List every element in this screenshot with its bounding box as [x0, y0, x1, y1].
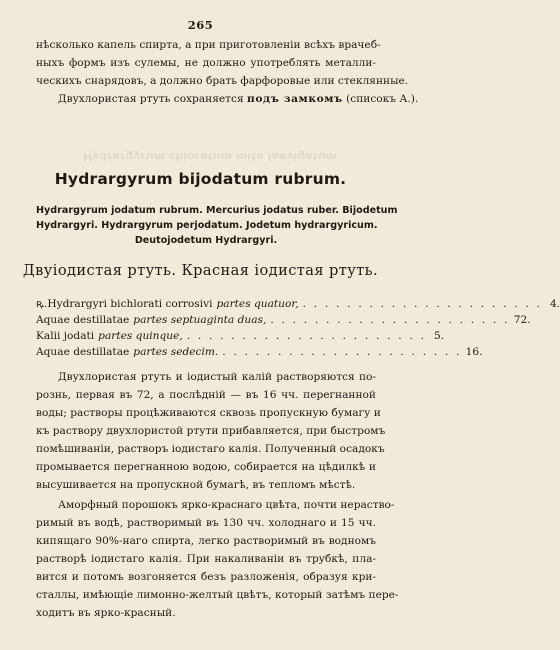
leader-dots: . . . . . . . . . . . . . . . . . . . . . . — [222, 346, 462, 358]
synonym-line: Hydrargyrum jodatum rubrum. Mercurius jodatus ruber. Bijodetum — [36, 205, 398, 216]
leader-dots: . . . . . . . . . . . . . . . . . . . . . . — [186, 330, 427, 342]
recipe-item — [36, 344, 483, 360]
top-paragraph — [36, 36, 419, 108]
text-line: высушивается на пропускной бумагѣ, въ тепломъ мѣстѣ. — [36, 479, 356, 491]
ingredient-quantity: partes sedecim. — [133, 346, 219, 358]
text-line: ходитъ въ ярко-красный. — [36, 607, 176, 619]
description-paragraph — [36, 496, 399, 622]
text-line: вится и потомъ возгоняется безъ разложенія, образуя кри- — [36, 571, 376, 583]
recipe-item — [36, 328, 445, 344]
recipe-list — [36, 296, 560, 360]
text-line: къ раствору двухлористой ртути прибавляется, при быстромъ — [36, 425, 386, 437]
recipe-symbol: ꝶ. — [36, 298, 48, 310]
ingredient-amount: 5. — [434, 330, 445, 342]
storage-emphasis: подъ замкомъ — [247, 93, 343, 105]
recipe-item — [36, 312, 531, 328]
bleed-through-text: Hydrargyrum chloratum mite laevigatum — [82, 150, 338, 163]
ingredient-name: Hydrargyri bichlorati corrosivi — [47, 298, 213, 310]
page-number: 265 — [187, 18, 214, 32]
russian-title: Двуіодистая ртуть. Красная іодистая ртуть. — [22, 262, 379, 279]
synonym-line: Deutojodetum Hydrargyri. — [134, 235, 278, 246]
ingredient-name: Aquae destillatae — [36, 314, 130, 326]
leader-dots: . . . . . . . . . . . . . . . . . . . . . . — [270, 314, 510, 326]
text-line: воды; растворы процѣживаются сквозь пропускную бумагу и — [36, 407, 381, 419]
ingredient-name: Aquae destillatae — [36, 346, 130, 358]
preparation-paragraph — [36, 368, 386, 494]
ingredient-quantity: partes quatuor, — [216, 298, 299, 310]
text-line: римый въ водѣ, растворимый въ 130 чч. холоднаго и 15 чч. — [36, 517, 376, 529]
ingredient-name: Kalii jodati — [36, 330, 95, 342]
text-line: кипящаго 90%-наго спирта, легко растворимый въ водномъ — [36, 535, 376, 547]
substance-heading: Hydrargyrum bijodatum rubrum. — [54, 170, 347, 188]
storage-prefix: Двухлористая ртуть сохраняется — [58, 93, 248, 105]
text-line: сталлы, имѣющіе лимонно-желтый цвѣтъ, который затѣмъ пере- — [36, 589, 399, 601]
text-line: ческихъ снарядовъ, а должно брать фарфоровые или стеклянные. — [36, 75, 409, 87]
text-line: растворѣ іодистаго калія. При накаливаніи въ трубкѣ, пла- — [36, 553, 376, 565]
text-line: помѣшиваніи, растворъ іодистаго калія. Полученный осадокъ — [36, 443, 385, 455]
text-line: рознь, первая въ 72, а послѣдній — въ 16 чч. перегнанной — [36, 389, 376, 401]
text-line: ныхъ формъ изъ сулемы, не должно употреблять металли- — [36, 57, 376, 69]
ingredient-amount: 4. — [549, 298, 560, 310]
text-line: промывается перегнанною водою, собирается на цѣдилкѣ и — [36, 461, 376, 473]
synonym-line: Hydrargyri. Hydrargyrum perjodatum. Jodetum hydrargyricum. — [36, 220, 378, 231]
leader-dots: . . . . . . . . . . . . . . . . . . . . . . — [302, 298, 543, 310]
ingredient-amount: 72. — [513, 314, 531, 326]
ingredient-quantity: partes quinque, — [98, 330, 183, 342]
storage-suffix: (списокъ А.). — [342, 93, 419, 105]
storage-line — [36, 90, 419, 108]
text-line: нѣсколько капель спирта, а при приготовленіи всѣхъ врачеб- — [36, 39, 381, 51]
ingredient-amount: 16. — [465, 346, 483, 358]
text-line: Двухлористая ртуть и іодистый калій растворяются по- — [58, 371, 376, 383]
recipe-item — [36, 296, 560, 312]
ingredient-quantity: partes septuaginta duas, — [133, 314, 267, 326]
synonyms-block — [36, 203, 398, 248]
text-line: Аморфный порошокъ ярко-краснаго цвѣта, почти нераство- — [58, 499, 395, 511]
